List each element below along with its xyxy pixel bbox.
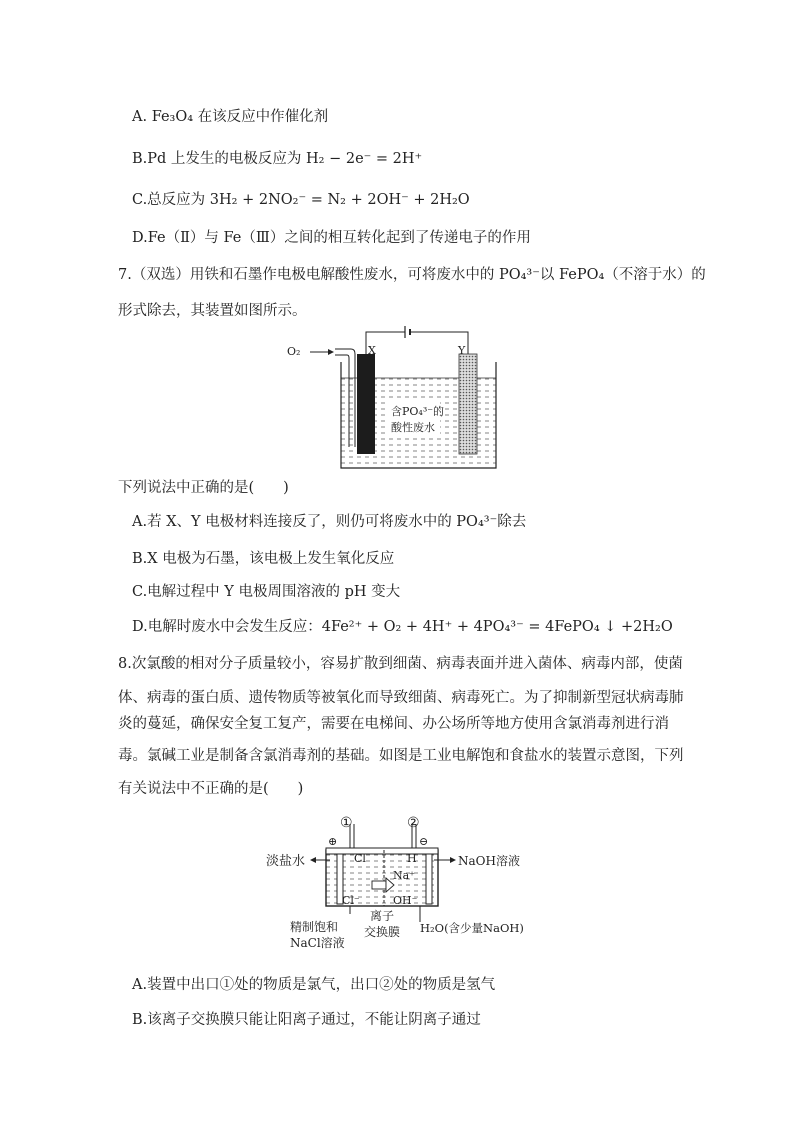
- q6-option-a: A. Fe₃O₄ 在该反应中作催化剂: [132, 109, 329, 125]
- inlet-right-label: H₂O(含少量NaOH): [420, 921, 524, 935]
- svg-text:Y: [457, 344, 466, 357]
- q7-stem-line2: 形式除去，其装置如图所示。: [118, 303, 307, 319]
- electrode-y-label: Y: [458, 344, 466, 357]
- solution-label-2: 酸性废水: [391, 421, 435, 434]
- svg-text:Na⁺: [393, 869, 415, 882]
- membrane-label-2: 交换膜: [364, 925, 401, 939]
- q7-option-c: C.电解过程中 Y 电极周围溶液的 pH 变大: [132, 584, 401, 600]
- svg-text:⊕: [328, 835, 337, 848]
- cathode-sign: ⊖: [419, 835, 429, 848]
- q7-option-b: B.X 电极为石墨，该电极上发生氧化反应: [132, 551, 395, 567]
- svg-text:H: [407, 852, 417, 865]
- q6-option-b: B.Pd 上发生的电极反应为 H₂ − 2e⁻ = 2H⁺: [132, 151, 423, 167]
- cl-ion-label: Cl⁻: [342, 894, 360, 907]
- svg-text:Cl: [354, 852, 366, 865]
- svg-text:Cl⁻: [342, 894, 360, 907]
- q7-electrolysis-diagram: [285, 322, 505, 472]
- right-outlet-label: NaOH溶液: [458, 854, 520, 868]
- anode-sign: ⊕: [328, 835, 338, 848]
- q6-option-d: D.Fe（Ⅱ）与 Fe（Ⅲ）之间的相互转化起到了传递电子的作用: [132, 230, 531, 246]
- q8-line1: 8.次氯酸的相对分子质量较小，容易扩散到细菌、病毒表面并进入菌体、病毒内部，使菌: [118, 656, 683, 672]
- q7-option-a: A.若 X、Y 电极材料连接反了，则仍可将废水中的 PO₄³⁻除去: [132, 514, 527, 530]
- svg-text:②: [407, 815, 420, 831]
- svg-text:⊖: [419, 835, 428, 848]
- o2-label: O₂: [287, 345, 301, 358]
- svg-text:酸性废水: [391, 420, 435, 434]
- q8-option-a: A.装置中出口①处的物质是氯气，出口②处的物质是氢气: [132, 977, 496, 993]
- q7-option-d: D.电解时废水中会发生反应：4Fe²⁺ + O₂ + 4H⁺ + 4PO₄³⁻ = 4FePO₄ ↓ +2H₂O: [132, 619, 673, 635]
- left-outlet-label: 淡盐水: [266, 854, 306, 869]
- membrane-label-1: 离子: [370, 909, 395, 923]
- q8-line3: 炎的蔓延，确保安全复工复产，需要在电梯间、办公场所等地方使用含氯消毒剂进行消: [118, 716, 669, 732]
- svg-text:离子: [370, 909, 394, 923]
- svg-text:NaOH溶液: [458, 853, 520, 868]
- na-ion-label: Na⁺: [393, 869, 415, 882]
- q7-stem-line1: 7.（双选）用铁和石墨作电极电解酸性废水，可将废水中的 PO₄³⁻以 FePO₄（不溶于水）的: [118, 267, 706, 283]
- outlet-2-label: ②: [407, 815, 420, 831]
- svg-text:NaCl溶液: [290, 935, 345, 950]
- svg-text:①: [340, 815, 353, 831]
- h2-label: H: [407, 852, 417, 865]
- electrode-x-label: X: [368, 344, 376, 357]
- outlet-1-label: ①: [340, 815, 353, 831]
- svg-text:交换膜: [364, 924, 400, 939]
- svg-text:OH⁻: [393, 894, 418, 907]
- svg-text:含PO₄³⁻的: [391, 404, 444, 418]
- svg-text:O₂: [287, 345, 300, 358]
- q7-question: 下列说法中正确的是( ): [118, 480, 289, 496]
- q8-line2: 体、病毒的蛋白质、遗传物质等被氧化而导致细菌、病毒死亡。为了抑制新型冠状病毒肺: [118, 690, 684, 706]
- inlet-left-label-1: 精制饱和: [290, 920, 339, 934]
- q8-line4: 毒。氯碱工业是制备含氯消毒剂的基础。如图是工业电解饱和食盐水的装置示意图，下列: [118, 748, 684, 764]
- q6-option-c: C.总反应为 3H₂ + 2NO₂⁻ = N₂ + 2OH⁻ + 2H₂O: [132, 192, 470, 208]
- oh-ion-label: OH⁻: [393, 894, 418, 907]
- inlet-left-label-2: NaCl溶液: [290, 936, 345, 950]
- q8-option-b: B.该离子交换膜只能让阳离子通过，不能让阴离子通过: [132, 1012, 481, 1028]
- svg-text:H₂O(含少量NaOH): [420, 921, 524, 935]
- svg-text:淡盐水: [266, 853, 305, 869]
- svg-text:精制饱和: [290, 919, 338, 934]
- q8-line5: 有关说法中不正确的是( ): [118, 781, 304, 797]
- solution-label-1: 含PO₄³⁻的: [391, 405, 445, 418]
- q8-chlor-alkali-diagram: [262, 810, 532, 960]
- svg-text:X: [368, 344, 376, 357]
- cl2-label: Cl: [354, 852, 366, 865]
